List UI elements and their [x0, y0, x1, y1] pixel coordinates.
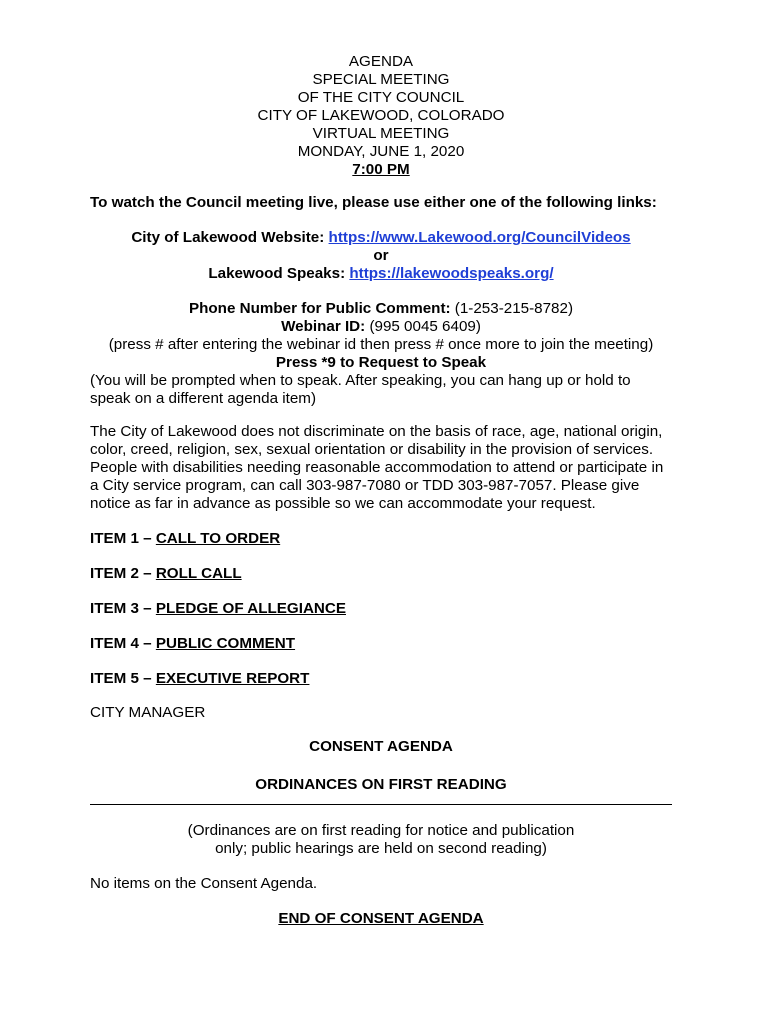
- speaks-label: Lakewood Speaks:: [208, 265, 346, 282]
- webinar-id: (995 0045 6409): [369, 318, 481, 335]
- item-prefix: ITEM 3 –: [90, 600, 156, 617]
- header-line: MONDAY, JUNE 1, 2020: [297, 143, 465, 160]
- or-text: or: [373, 247, 389, 264]
- press-speak: Press *9 to Request to Speak: [275, 354, 487, 371]
- prompt-note: (You will be prompted when to speak. After speaking, you can hang up or hold to speak on a different agenda item): [90, 372, 631, 407]
- council-videos-link[interactable]: https://www.Lakewood.org/CouncilVideos: [328, 229, 631, 246]
- ordinances-note-line: (Ordinances are on first reading for notice and publication: [187, 822, 575, 839]
- header-line: AGENDA: [348, 53, 414, 70]
- watch-intro: To watch the Council meeting live, please use either one of the following links:: [90, 194, 657, 211]
- ordinances-note: [90, 822, 672, 858]
- header-line: SPECIAL MEETING: [312, 71, 450, 88]
- header-line: VIRTUAL MEETING: [312, 125, 450, 142]
- city-manager: CITY MANAGER: [90, 704, 206, 721]
- ordinances-heading: ORDINANCES ON FIRST READING: [255, 776, 507, 793]
- agenda-item-5: [90, 670, 672, 688]
- consent-agenda-heading: CONSENT AGENDA: [309, 738, 453, 755]
- website-label: City of Lakewood Website:: [131, 229, 325, 246]
- agenda-item-2: [90, 565, 672, 583]
- press-note: (press # after entering the webinar id then press # once more to join the meeting): [108, 336, 654, 353]
- agenda-header: [90, 0, 672, 179]
- item-title: CALL TO ORDER: [155, 530, 281, 547]
- public-comment-info: [90, 300, 672, 372]
- phone-label: Phone Number for Public Comment:: [188, 300, 451, 317]
- agenda-item-4: [90, 635, 672, 653]
- lakewood-speaks-link[interactable]: https://lakewoodspeaks.org/: [349, 265, 554, 282]
- item-title: ROLL CALL: [155, 565, 242, 582]
- webinar-label: Webinar ID:: [281, 318, 366, 335]
- phone-number: (1-253-215-8782): [454, 300, 573, 317]
- item-prefix: ITEM 1 –: [90, 530, 156, 547]
- item-title: PLEDGE OF ALLEGIANCE: [155, 600, 346, 617]
- item-prefix: ITEM 2 –: [90, 565, 156, 582]
- meeting-time: 7:00 PM: [352, 161, 410, 178]
- section-divider: [90, 804, 672, 805]
- header-line: OF THE CITY COUNCIL: [297, 89, 465, 106]
- item-title: PUBLIC COMMENT: [155, 635, 296, 652]
- item-title: EXECUTIVE REPORT: [155, 670, 310, 687]
- header-line: CITY OF LAKEWOOD, COLORADO: [257, 107, 505, 124]
- stream-links: [90, 229, 672, 283]
- agenda-item-1: [90, 530, 672, 548]
- item-prefix: ITEM 5 –: [90, 670, 156, 687]
- agenda-items: [90, 530, 672, 688]
- agenda-item-3: [90, 600, 672, 618]
- no-items-text: No items on the Consent Agenda.: [90, 875, 318, 892]
- ordinances-note-line: only; public hearings are held on second reading): [215, 840, 547, 857]
- end-consent-heading: END OF CONSENT AGENDA: [278, 910, 484, 927]
- item-prefix: ITEM 4 –: [90, 635, 156, 652]
- nondiscrimination-statement: The City of Lakewood does not discriminate on the basis of race, age, national origin, color, creed, religion, sex, sexual orientation or disability in the provision of services. People with disabilities needing reasonable accommodation to attend or participate in a City service program, can call 303-987-7080 or TDD 303-987-7057. Please give notice as far in advance as possible so we can accommodate your request.: [90, 423, 664, 512]
